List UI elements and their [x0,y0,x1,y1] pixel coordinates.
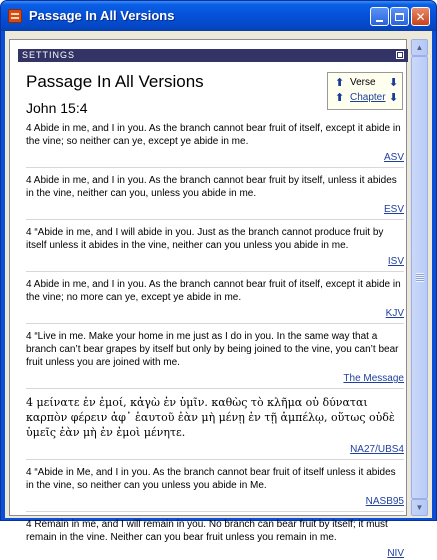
passage-item [26,278,404,324]
passage-text: 4 “Live in me. Make your home in me just as I do in you. In the same way that a branch can’t bear grapes by itself but only by being joined to the vine, you can’t bear fruit unless you are joined with me. [26,331,399,368]
previous-verse-arrow-icon[interactable]: ⬆ [335,77,345,89]
chapter-nav-row [333,92,399,106]
passage-text: 4 “Abide in me, and I will abide in you. Just as the branch cannot produce fruit by itself unless it abides in the vine, neither can you unless you abide in me. [26,227,384,251]
version-link[interactable]: NIV [387,548,404,559]
passage-item [26,466,404,512]
grip-icon [416,273,424,282]
arrow-up-icon: ▲ [415,43,424,52]
next-verse-arrow-icon[interactable]: ⬇ [389,77,399,89]
version-link[interactable]: KJV [385,308,404,319]
square-icon [397,52,403,58]
passage-item [26,122,404,168]
scroll-up-button[interactable] [411,39,428,56]
verse-nav-row [333,77,399,91]
version-link[interactable]: The Message [343,373,404,384]
client-area [5,31,432,559]
passage-text: 4 μείνατε ἐν ἐμοί, κἀγὼ ἐν ὑμῖν. καθὼς τὸ κλῆμα οὐ δύναται καρπὸν φέρειν ἀφ᾽ ἑαυτοῦ ἐὰν μὴ μένῃ ἐν τῇ ἀμπέλῳ, οὕτως οὐδὲ ὑμεῖς ἐὰν μὴ ἐν ἐμοὶ μένητε. [26,396,395,439]
divider [26,323,404,324]
passage-text: 4 “Abide in Me, and I in you. As the branch cannot bear fruit of itself unless it abides in the vine, so neither can you unless you abide in Me. [26,467,396,491]
close-button[interactable] [411,7,430,26]
minimize-button[interactable] [370,7,389,26]
passage-item [26,330,404,389]
version-link[interactable]: NASB95 [365,496,404,507]
content-pane [9,39,407,559]
passage-reference: John 15:4 [26,100,88,116]
previous-chapter-arrow-icon[interactable]: ⬆ [335,92,345,104]
arrow-down-icon: ▼ [415,503,424,512]
settings-toggle-button[interactable] [396,51,404,59]
vertical-scrollbar[interactable] [410,39,427,516]
divider [26,271,404,272]
chapter-link[interactable]: Chapter [350,92,386,103]
divider [26,459,404,460]
maximize-button[interactable] [390,7,409,26]
version-link[interactable]: ESV [383,204,404,215]
version-link[interactable]: ASV [383,152,404,163]
scrollbar-thumb[interactable] [411,56,428,499]
passage-text: 4 Remain in me, and I will remain in you. No branch can bear fruit by itself; it must remain in the vine. Neither can you bear fruit unless you remain in me. [26,519,388,543]
next-chapter-arrow-icon[interactable]: ⬇ [389,92,399,104]
passage-item [26,518,404,560]
version-link[interactable]: NA27/UBS4 [350,444,404,455]
divider [26,388,404,389]
page-title: Passage In All Versions [26,72,204,91]
passage-text: 4 Abide in me, and I in you. As the branch cannot bear fruit of itself, except it abide in the vine; so neither can ye, except ye abide in me. [26,123,401,147]
navigation-box [327,72,403,110]
settings-bar[interactable] [18,49,408,62]
app-icon[interactable] [8,9,22,23]
settings-label: SETTINGS [22,50,76,60]
maximize-icon [395,13,404,21]
divider [26,167,404,168]
version-link[interactable]: ISV [387,256,404,267]
passage-item [26,226,404,272]
divider [26,511,404,512]
passage-text: 4 Abide in me, and I in you. As the branch cannot bear fruit of itself, except it abide in the vine; no more can ye, except ye abide in me. [26,279,401,303]
scroll-down-button[interactable] [411,499,428,516]
verse-label: Verse [350,77,376,88]
title-bar[interactable] [1,1,436,31]
window-title: Passage In All Versions [29,8,175,23]
divider [26,219,404,220]
passage-text: 4 Abide in me, and I in you. As the branch cannot bear fruit by itself, unless it abides in the vine, neither can you, unless you abide in me. [26,175,397,199]
passage-item [26,174,404,220]
minimize-icon [376,20,383,22]
passage-list [26,122,404,560]
passage-item [26,395,404,460]
close-icon: ✕ [415,9,426,24]
